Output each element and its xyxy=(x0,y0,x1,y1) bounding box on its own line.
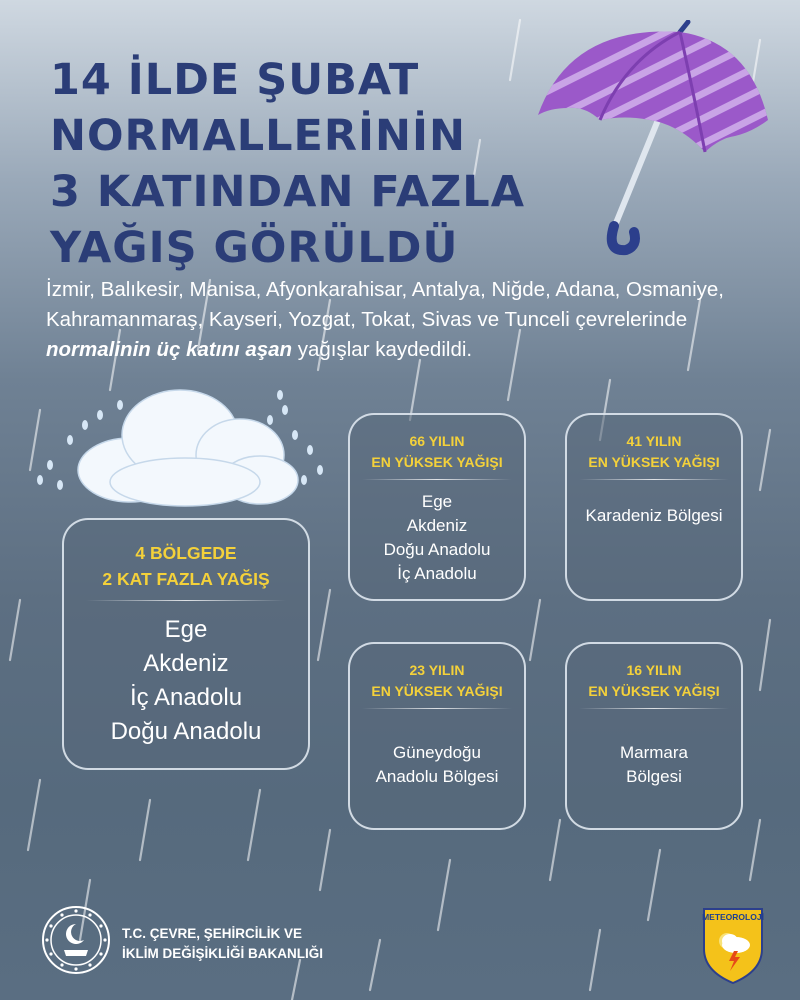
card-body xyxy=(567,504,741,528)
badge-label: METEOROLOJİ xyxy=(702,912,764,922)
card-header-line: EN YÜKSEK YAĞIŞI xyxy=(371,683,503,699)
card-header-line: 66 YILIN xyxy=(409,433,465,449)
card-header-line: 16 YILIN xyxy=(626,662,682,678)
region-name: Doğu Anadolu xyxy=(383,540,491,559)
card-16-years xyxy=(565,642,743,830)
card-header-line: EN YÜKSEK YAĞIŞI xyxy=(588,454,720,470)
divider xyxy=(86,600,286,601)
headline xyxy=(50,52,525,276)
card-header-line: EN YÜKSEK YAĞIŞI xyxy=(588,683,720,699)
ministry-seal-icon xyxy=(40,904,112,976)
headline-line: 3 KATINDAN FAZLA xyxy=(50,167,525,217)
intro-paragraph xyxy=(46,275,766,365)
card-header xyxy=(567,431,741,473)
divider xyxy=(579,479,729,480)
region-name: Akdeniz xyxy=(406,516,468,535)
meteoroloji-badge-icon xyxy=(700,905,766,985)
ministry-name-line: T.C. ÇEVRE, ŞEHİRCİLİK VE xyxy=(122,926,303,941)
headline-line: NORMALLERİNİN xyxy=(50,111,466,161)
region-name: İç Anadolu xyxy=(129,684,243,711)
region-name: Doğu Anadolu xyxy=(110,718,262,745)
headline-line: YAĞIŞ GÖRÜLDÜ xyxy=(50,223,459,273)
card-41-years xyxy=(565,413,743,601)
card-header xyxy=(567,660,741,702)
card-23-years xyxy=(348,642,526,830)
intro-text: İzmir, Balıkesir, Manisa, Afyonkarahisar, Antalya, Niğde, Adana, Osmaniye, Kahramanmaraş, Kayseri, Yozgat, Tokat, Sivas ve Tunceli çevrelerinde xyxy=(46,278,724,331)
divider xyxy=(579,708,729,709)
card-two-times-rain xyxy=(62,518,310,770)
region-name: Karadeniz Bölgesi xyxy=(585,506,723,525)
card-66-years xyxy=(348,413,526,601)
region-name: Ege xyxy=(421,492,453,511)
card-header-line: EN YÜKSEK YAĞIŞI xyxy=(371,454,503,470)
intro-emphasis: normalinin üç katını aşan xyxy=(46,338,293,361)
ministry-name xyxy=(122,924,323,964)
region-name: Marmara xyxy=(619,743,688,762)
card-header-line: 23 YILIN xyxy=(409,662,465,678)
region-name: Bölgesi xyxy=(626,767,682,786)
headline-line: 14 İLDE ŞUBAT xyxy=(50,55,420,105)
divider xyxy=(362,479,512,480)
card-header-line: 4 BÖLGEDE xyxy=(135,543,237,563)
divider xyxy=(362,708,512,709)
region-name: Anadolu Bölgesi xyxy=(375,767,499,786)
card-body xyxy=(350,741,524,789)
umbrella-icon xyxy=(530,20,780,260)
card-header xyxy=(64,540,308,592)
region-name: Akdeniz xyxy=(143,650,229,677)
region-name: Ege xyxy=(164,616,208,643)
card-body xyxy=(567,741,741,789)
card-header-line: 2 KAT FAZLA YAĞIŞ xyxy=(102,569,270,589)
region-name: Güneydoğu xyxy=(393,743,481,762)
region-name: İç Anadolu xyxy=(397,564,477,583)
ministry-name-line: İKLİM DEĞİŞİKLİĞİ BAKANLIĞI xyxy=(122,946,323,961)
intro-text-end: yağışlar kaydedildi. xyxy=(292,338,473,361)
rain-cloud-icon xyxy=(30,380,330,510)
card-body xyxy=(64,613,308,749)
card-header xyxy=(350,660,524,702)
card-header xyxy=(350,431,524,473)
card-header-line: 41 YILIN xyxy=(626,433,682,449)
card-body xyxy=(350,490,524,586)
